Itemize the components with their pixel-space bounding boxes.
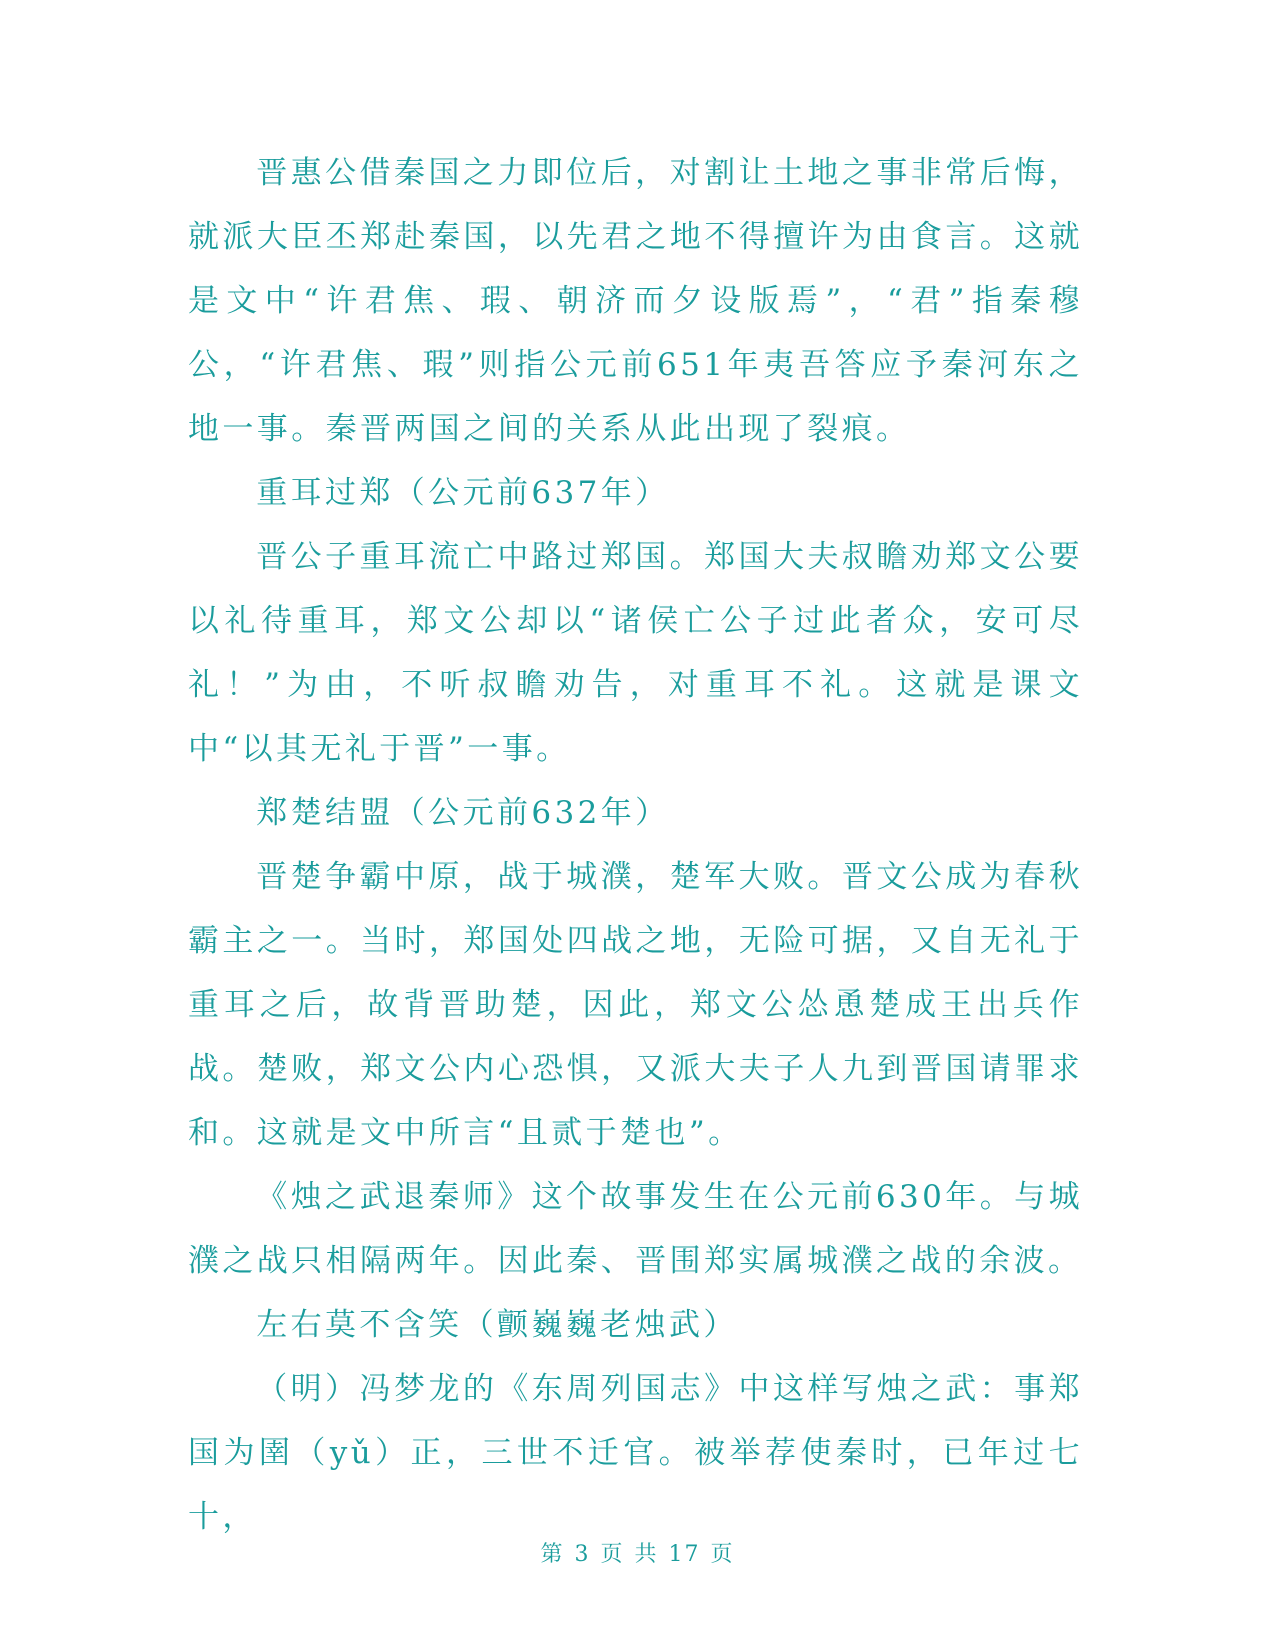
page-footer [0, 1537, 1275, 1568]
paragraph-zhuwu: （明）冯梦龙的《东周列国志》中这样写烛之武：事郑国为圉（yǔ）正，三世不迁官。被举荐使秦时，已年过七十， [188, 1371, 1083, 1535]
document-body [188, 141, 1083, 1549]
section-heading-zhengchu: 郑楚结盟（公元前632年） [256, 795, 670, 831]
footer-page-unit: 页 [600, 1542, 625, 1567]
footer-total-prefix: 共 [634, 1542, 659, 1567]
footer-total-unit: 页 [710, 1542, 735, 1567]
paragraph-huigong: 晋惠公借秦国之力即位后，对割让土地之事非常后悔，就派大臣丕郑赴秦国，以先君之地不得擅许为由食言。这就是文中“许君焦、瑕、朝济而夕设版焉”，“君”指秦穆公，“许君焦、瑕”则指公元前651年夷吾答应予秦河东之地一事。秦晋两国之间的关系从此出现了裂痕。 [188, 155, 1083, 447]
footer-prefix: 第 [540, 1542, 565, 1567]
section-heading-zhuwu: 左右莫不含笑（颤巍巍老烛武） [256, 1307, 738, 1343]
current-page-number: 3 [574, 1542, 591, 1567]
section-heading-chonger: 重耳过郑（公元前637年） [256, 475, 670, 511]
paragraph-story-date: 《烛之武退秦师》这个故事发生在公元前630年。与城濮之战只相隔两年。因此秦、晋围郑实属城濮之战的余波。 [188, 1179, 1083, 1279]
total-pages-number: 17 [668, 1542, 701, 1567]
paragraph-zhengchu: 晋楚争霸中原，战于城濮，楚军大败。晋文公成为春秋霸主之一。当时，郑国处四战之地，无险可据，又自无礼于重耳之后，故背晋助楚，因此，郑文公怂恿楚成王出兵作战。楚败，郑文公内心恐惧，又派大夫子人九到晋国请罪求和。这就是文中所言“且贰于楚也”。 [188, 859, 1083, 1151]
paragraph-chonger: 晋公子重耳流亡中路过郑国。郑国大夫叔瞻劝郑文公要以礼待重耳，郑文公却以“诸侯亡公子过此者众，安可尽礼！”为由，不听叔瞻劝告，对重耳不礼。这就是课文中“以其无礼于晋”一事。 [188, 539, 1083, 767]
